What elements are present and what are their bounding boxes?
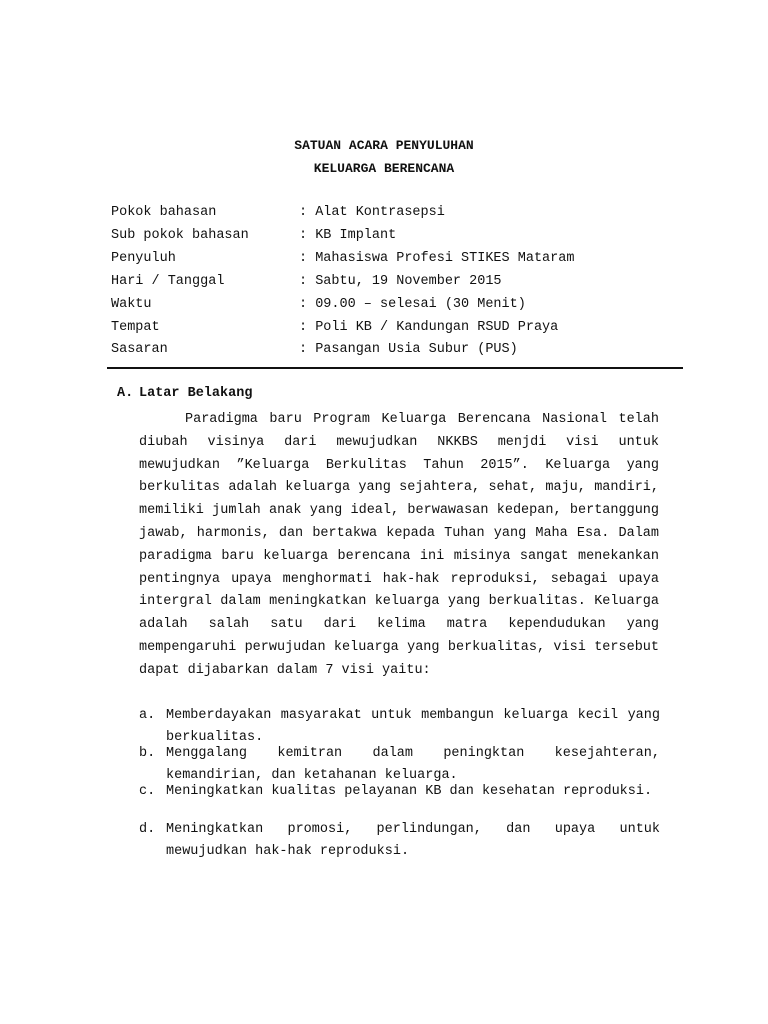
list-item: [139, 781, 660, 803]
list-marker: a.: [139, 708, 156, 723]
list-marker: c.: [139, 784, 156, 799]
meta-label-tempat: Tempat: [111, 320, 160, 335]
meta-label-waktu: Waktu: [111, 297, 152, 312]
horizontal-divider: [107, 367, 683, 369]
meta-value-waktu: : 09.00 – selesai (30 Menit): [299, 297, 526, 312]
section-heading: [117, 386, 252, 401]
section-letter: A.: [117, 386, 134, 401]
list-item: [139, 819, 660, 863]
list-item-text: Menggalang kemitran dalam peningktan kesejahteran, kemandirian, dan ketahanan keluarga.: [166, 746, 660, 783]
meta-label-hari-tanggal: Hari / Tanggal: [111, 274, 225, 289]
list-marker: b.: [139, 746, 156, 761]
section-title: Latar Belakang: [139, 386, 253, 401]
meta-value-sasaran: : Pasangan Usia Subur (PUS): [299, 342, 518, 357]
list-item-text: Meningkatkan kualitas pelayanan KB dan kesehatan reproduksi.: [166, 784, 653, 799]
meta-label-pokok-bahasan: Pokok bahasan: [111, 205, 217, 220]
list-item-text: Meningkatkan promosi, perlindungan, dan upaya untuk mewujudkan hak-hak reproduksi.: [166, 822, 660, 859]
meta-label-penyuluh: Penyuluh: [111, 251, 176, 266]
body-paragraph: Paradigma baru Program Keluarga Berencana Nasional telah diubah visinya dari mewujudkan NKKBS menjdi visi untuk mewujudkan ”Keluarga Berkulitas Tahun 2015”. Keluarga yang berkulitas adalah keluarga yang sejahtera, sehat, maju, mandiri, memiliki jumlah anak yang ideal, berwawasan kedepan, bertanggung jawab, harmonis, dan bertakwa kepada Tuhan yang Maha Esa. Dalam paradigma baru keluarga berencana ini misinya sangat menekankan pentingnya upaya menghormati hak-hak reproduksi, sebagai upaya intergral dalam meningkatkan keluarga yang berkualitas. Keluarga adalah salah satu dari kelima matra kependudukan yang mempengaruhi perwujudan keluarga yang berkualitas, visi tersebut dapat dijabarkan dalam 7 visi yaitu:: [139, 412, 659, 678]
meta-value-penyuluh: : Mahasiswa Profesi STIKES Mataram: [299, 251, 575, 266]
meta-value-sub-pokok-bahasan: : KB Implant: [299, 228, 397, 243]
list-item-text: Memberdayakan masyarakat untuk membangun keluarga kecil yang berkualitas.: [166, 708, 660, 745]
meta-label-sub-pokok-bahasan: Sub pokok bahasan: [111, 228, 249, 243]
meta-value-hari-tanggal: : Sabtu, 19 November 2015: [299, 274, 502, 289]
meta-value-tempat: : Poli KB / Kandungan RSUD Praya: [299, 320, 559, 335]
document-title: SATUAN ACARA PENYULUHAN: [294, 138, 474, 153]
meta-label-sasaran: Sasaran: [111, 342, 168, 357]
list-marker: d.: [139, 822, 156, 837]
meta-value-pokok-bahasan: : Alat Kontrasepsi: [299, 205, 445, 220]
document-subtitle: KELUARGA BERENCANA: [313, 161, 455, 176]
